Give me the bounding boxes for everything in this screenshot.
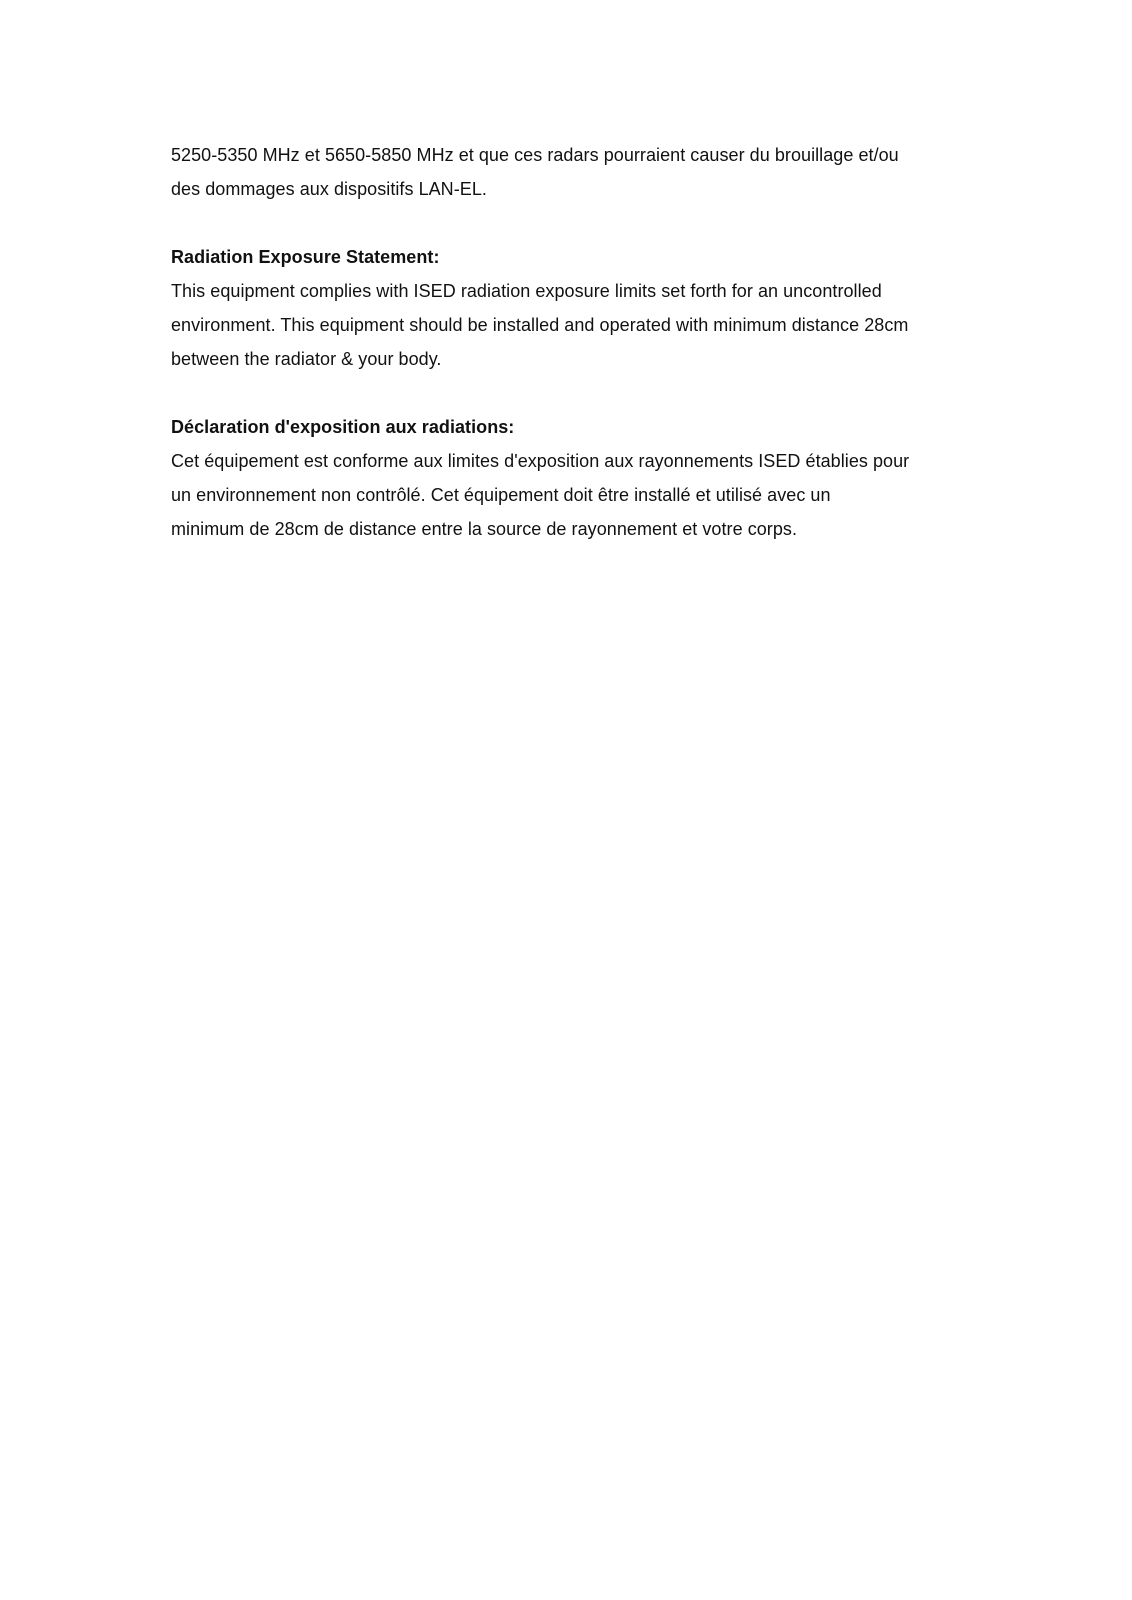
declaration-line-3: minimum de 28cm de distance entre la source de rayonnement et votre corps. [171, 519, 798, 539]
document-body [171, 138, 971, 546]
radiation-statement-line-1: This equipment complies with ISED radiation exposure limits set forth for an uncontrolled [171, 281, 882, 301]
radiation-statement-section [171, 240, 971, 376]
intro-paragraph [171, 138, 971, 206]
radiation-statement-line-3: between the radiator & your body. [171, 349, 442, 369]
declaration-heading: Déclaration d'exposition aux radiations: [171, 417, 515, 437]
intro-line-2: des dommages aux dispositifs LAN-EL. [171, 179, 487, 199]
radiation-statement-line-2: environment. This equipment should be installed and operated with minimum distance 28cm [171, 315, 909, 335]
intro-line-1: 5250-5350 MHz et 5650-5850 MHz et que ces radars pourraient causer du brouillage et/ou [171, 145, 899, 165]
paragraph-spacer [171, 376, 971, 410]
declaration-line-2: un environnement non contrôlé. Cet équipement doit être installé et utilisé avec un [171, 485, 831, 505]
declaration-line-1: Cet équipement est conforme aux limites d'exposition aux rayonnements ISED établies pour [171, 451, 910, 471]
declaration-section [171, 410, 971, 546]
radiation-statement-heading: Radiation Exposure Statement: [171, 247, 440, 267]
paragraph-spacer [171, 206, 971, 240]
